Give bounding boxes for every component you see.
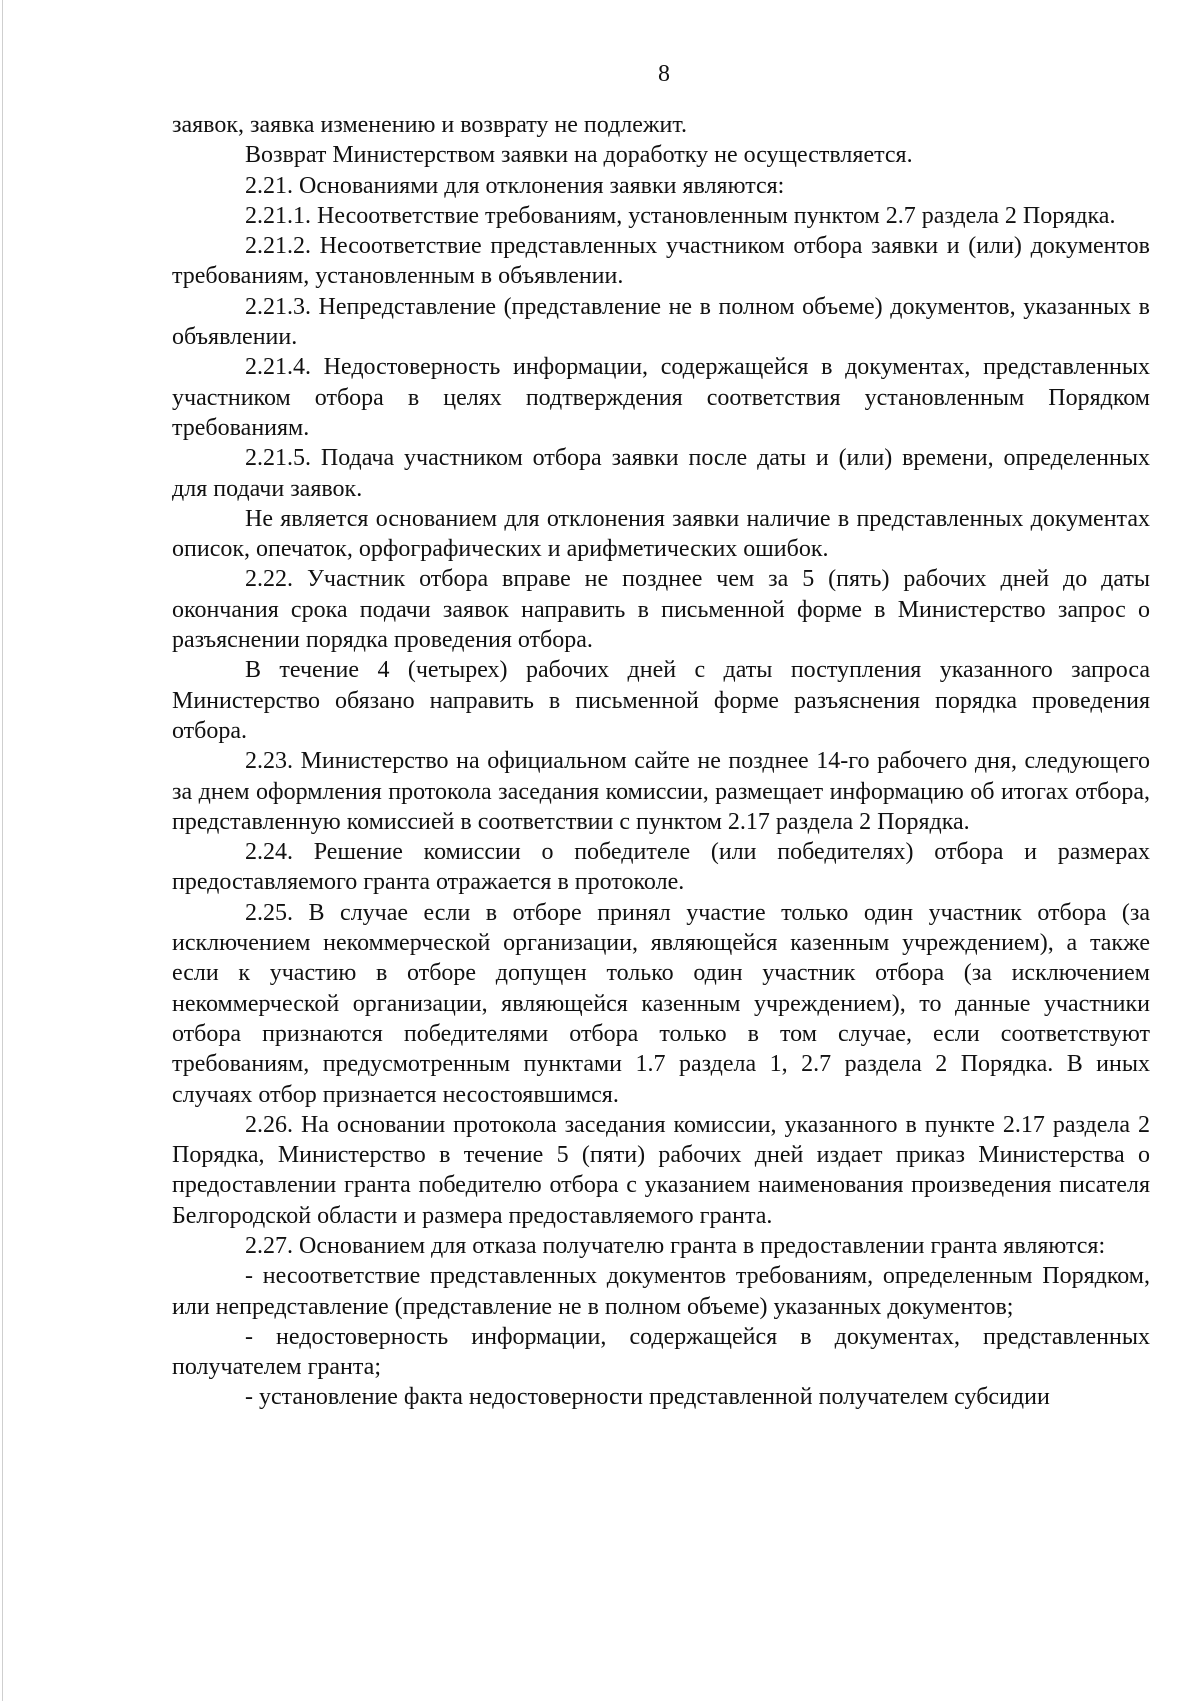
paragraph-2-24: 2.24. Решение комиссии о победителе (или победителях) отбора и размерах предоставляемого гранта отражается в протоколе. xyxy=(172,839,1150,896)
paragraph-2-23: 2.23. Министерство на официальном сайте не позднее 14-го рабочего дня, следующего за днем оформления протокола заседания комиссии, размещает информацию об итогах отбора, представленную комиссией в соответствии с пунктом 2.17 раздела 2 Порядка. xyxy=(172,748,1150,835)
list-item-fact-established: - установление факта недостоверности представленной получателем субсидии xyxy=(245,1384,1050,1411)
scan-edge-line xyxy=(2,0,3,1701)
paragraph-2-26: 2.26. На основании протокола заседания комиссии, указанного в пункте 2.17 раздела 2 Порядка, Министерство в течение 5 (пяти) рабочих дней издает приказ Министерства о предоставлении гранта победителю отбора с указанием наименования произведения писателя Белгородской области и размера предоставляемого гранта. xyxy=(172,1111,1150,1229)
paragraph-2-21-4: 2.21.4. Недостоверность информации, содержащейся в документах, представленных участником отбора в целях подтверждения соответствия установленным Порядком требованиям. xyxy=(172,354,1150,441)
list-item-mismatch: - несоответствие представленных документов требованиям, определенным Порядком, или непредставление (представление не в полном объеме) указанных документов; xyxy=(172,1263,1150,1320)
list-item-unreliable-info: - недостоверность информации, содержащейся в документах, представленных получателем гранта; xyxy=(172,1323,1150,1381)
document-body xyxy=(172,110,1150,1413)
paragraph-clarification: В течение 4 (четырех) рабочих дней с даты поступления указанного запроса Министерство обязано направить в письменной форме разъяснения порядка проведения отбора. xyxy=(172,657,1150,744)
page-number: 8 xyxy=(658,61,670,87)
paragraph-2-22: 2.22. Участник отбора вправе не позднее чем за 5 (пять) рабочих дней до даты окончания срока подачи заявок направить в письменной форме в Министерство запрос о разъяснении порядка проведения отбора. xyxy=(172,566,1150,654)
paragraph-2-25: 2.25. В случае если в отборе принял участие только один участник отбора (за исключением некоммерческой организации, являющейся казенным учреждением), а также если к участию в отборе допущен только один участник отбора (за исключением некоммерческой организации, являющейся казенным учреждением), то данные участники отбора признаются победителями отбора только в том случае, если соответствуют требованиям, предусмотренным пунктами 1.7 раздела 1, 2.7 раздела 2 Порядка. В иных случаях отбор признается несостоявшимся. xyxy=(172,899,1150,1108)
paragraph-2-21: 2.21. Основаниями для отклонения заявки являются: xyxy=(245,172,785,199)
paragraph-2-21-2: 2.21.2. Несоответствие представленных участником отбора заявки и (или) документов требованиям, установленным в объявлении. xyxy=(172,233,1150,290)
paragraph-2-21-5: 2.21.5. Подача участником отбора заявки после даты и (или) времени, определенных для подачи заявок. xyxy=(172,445,1150,502)
paragraph-2-27: 2.27. Основанием для отказа получателю гранта в предоставлении гранта являются: xyxy=(245,1232,1106,1259)
paragraph-2-21-3: 2.21.3. Непредставление (представление не в полном объеме) документов, указанных в объявлении. xyxy=(172,293,1150,351)
paragraph-1: заявок, заявка изменению и возврату не подлежит. xyxy=(172,112,688,138)
paragraph-not-grounds: Не является основанием для отклонения заявки наличие в представленных документах описок, опечаток, орфографических и арифметических ошибок. xyxy=(172,505,1150,563)
paragraph-2: Возврат Министерством заявки на доработку не осуществляется. xyxy=(245,142,913,169)
paragraph-2-21-1: 2.21.1. Несоответствие требованиям, установленным пунктом 2.7 раздела 2 Порядка. xyxy=(245,202,1116,229)
